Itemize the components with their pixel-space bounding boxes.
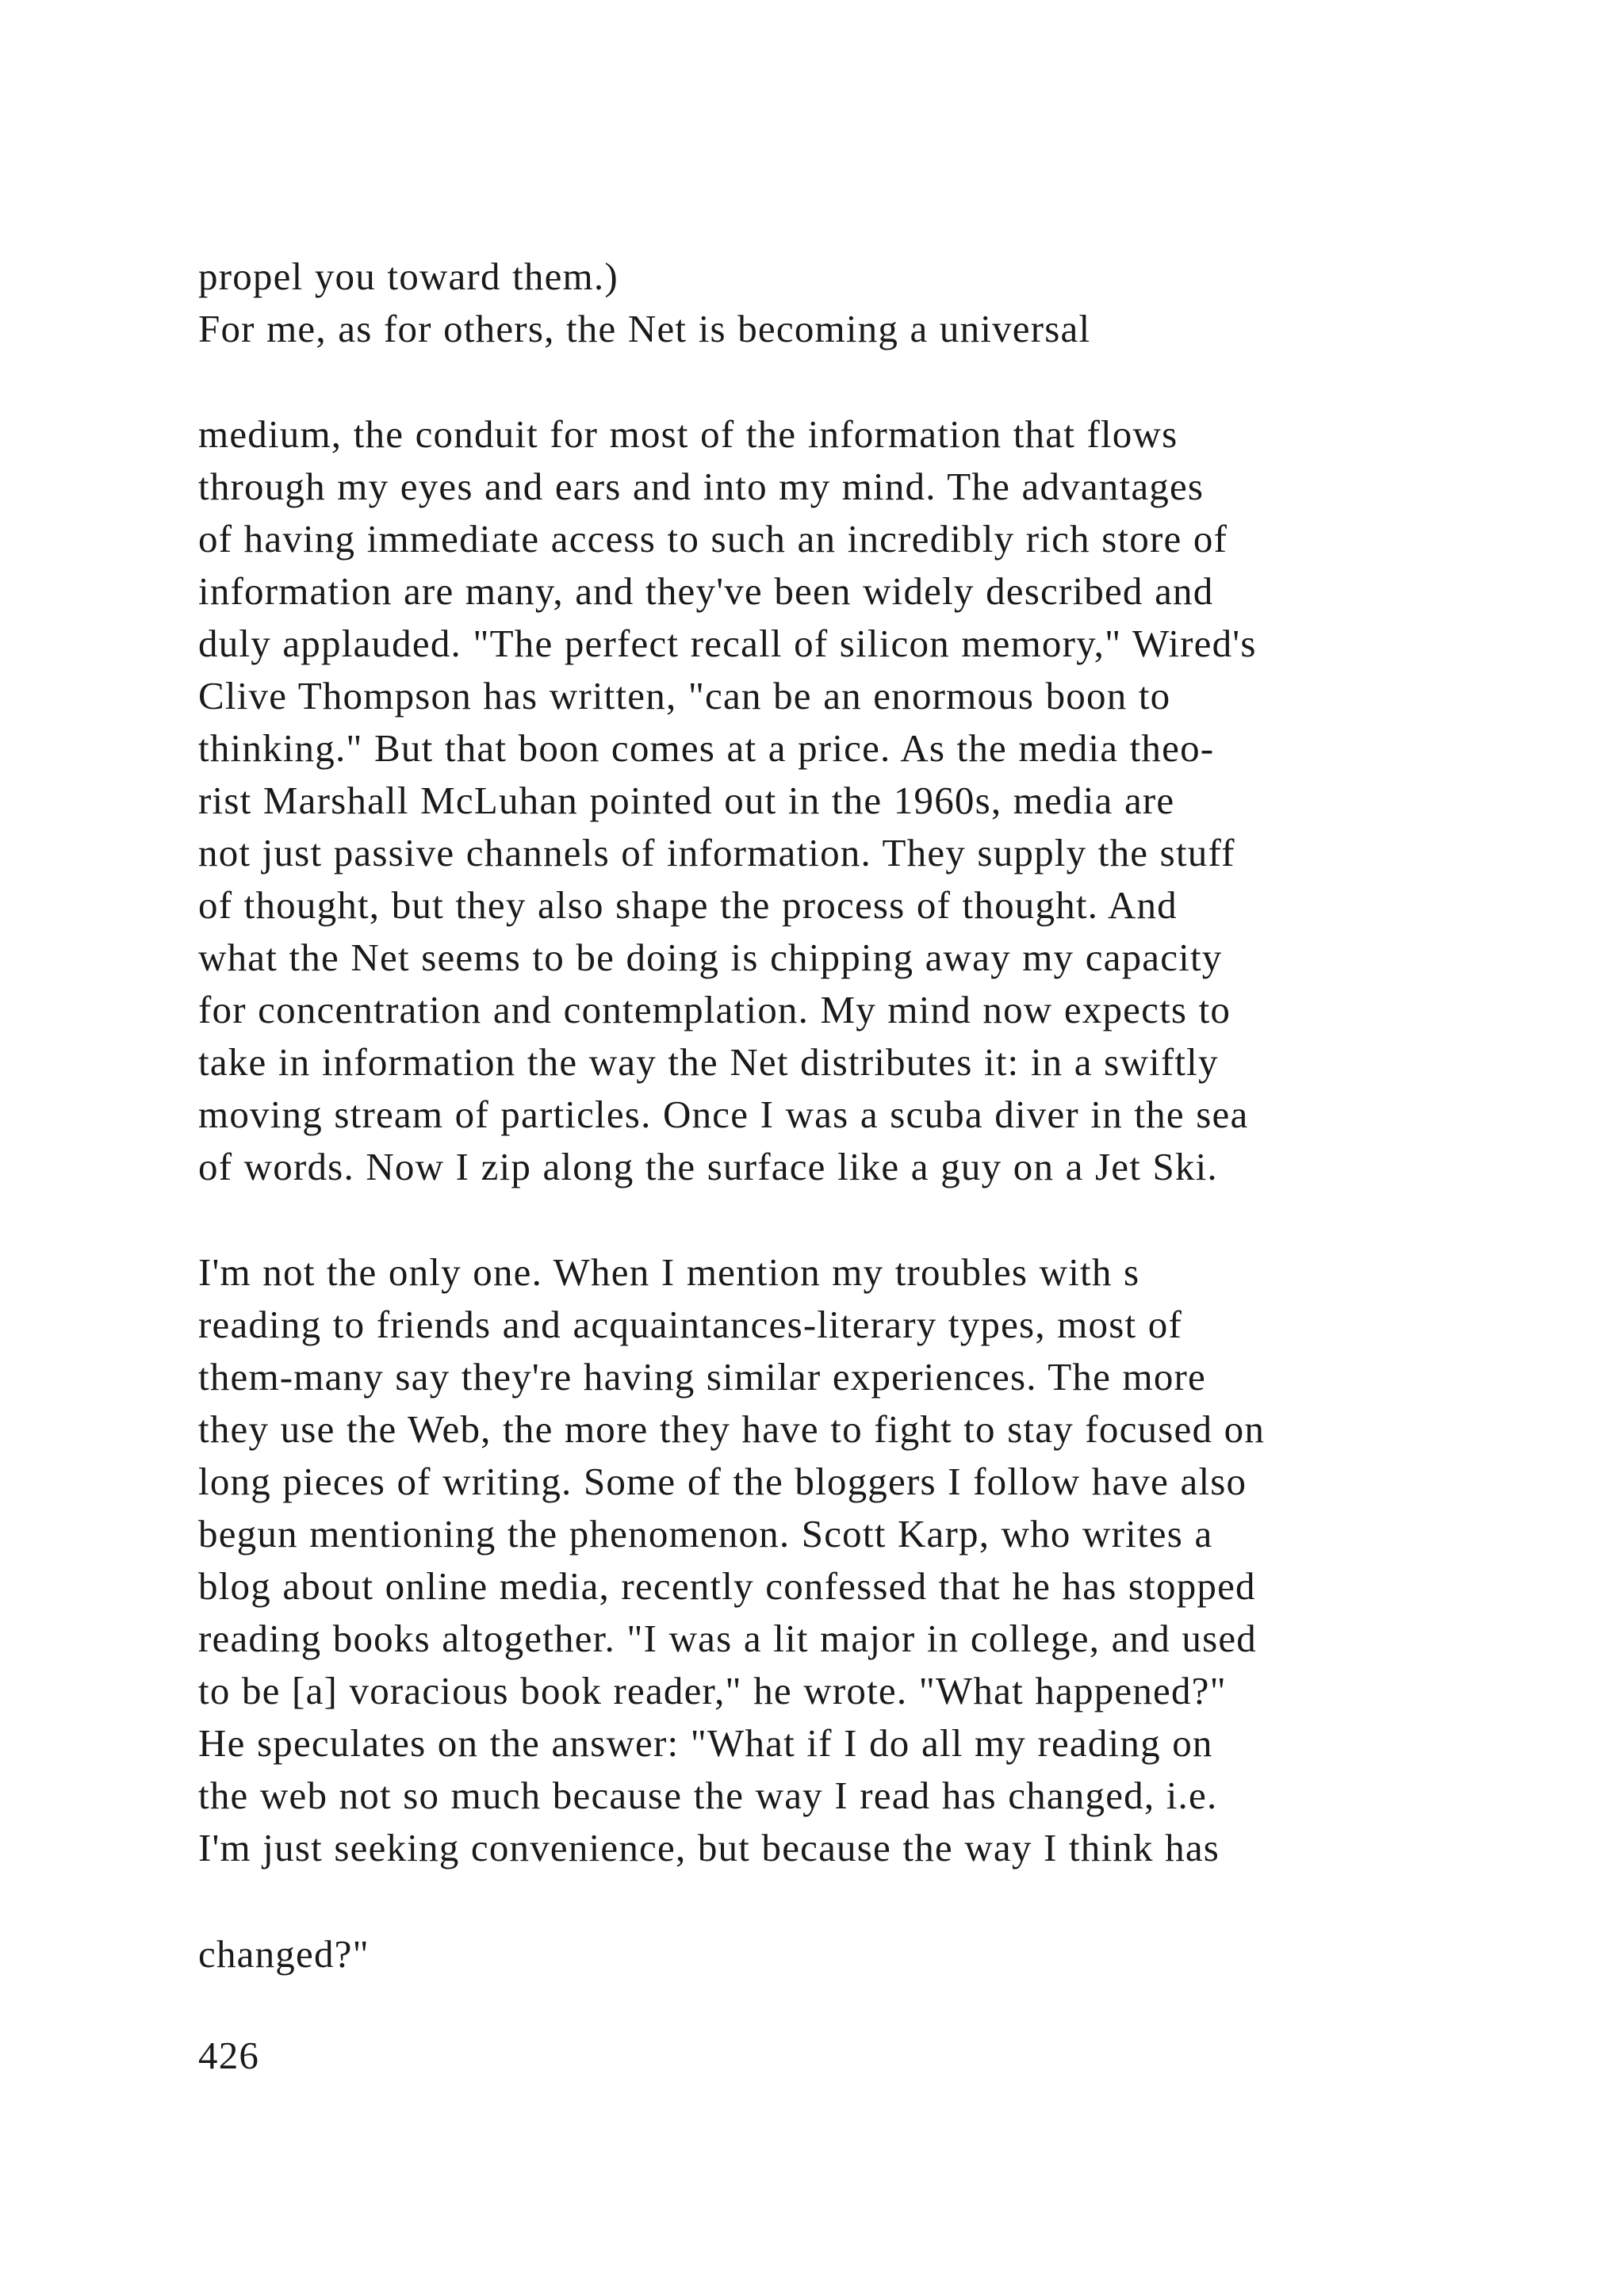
text-line: the web not so much because the way I read has changed, i.e. (198, 1774, 1218, 1817)
text-line: to be [a] voracious book reader," he wrote. "What happened?" (198, 1669, 1227, 1712)
text-line: rist Marshall McLuhan pointed out in the 1960s, media are (198, 779, 1175, 822)
text-line: of words. Now I zip along the surface like a guy on a Jet Ski. (198, 1145, 1218, 1188)
text-line: He speculates on the answer: "What if I do all my reading on (198, 1721, 1213, 1765)
text-line: what the Net seems to be doing is chipping away my capacity (198, 936, 1223, 979)
text-line: medium, the conduit for most of the information that flows (198, 412, 1178, 456)
text-line: of having immediate access to such an incredibly rich store of (198, 517, 1228, 561)
text-line: reading to friends and acquaintances-literary types, most of (198, 1303, 1182, 1346)
text-line: thinking." But that boon comes at a price. As the media theo- (198, 726, 1215, 770)
text-line: Clive Thompson has written, "can be an enormous boon to (198, 674, 1171, 718)
text-line: For me, as for others, the Net is becoming a universal (198, 307, 1091, 350)
text-line: information are many, and they've been widely described and (198, 569, 1214, 613)
text-line: changed?" (198, 1932, 370, 1976)
text-line: long pieces of writing. Some of the bloggers I follow have also (198, 1460, 1247, 1503)
text-line: not just passive channels of information. They supply the stuff (198, 831, 1235, 874)
page-number: 426 (198, 2034, 260, 2077)
text-line: through my eyes and ears and into my mind. The advantages (198, 465, 1205, 508)
text-line: them-many say they're having similar experiences. The more (198, 1355, 1206, 1399)
text-line: moving stream of particles. Once I was a scuba diver in the sea (198, 1093, 1249, 1136)
text-line: I'm not the only one. When I mention my troubles with s (198, 1250, 1140, 1294)
text-line: propel you toward them.) (198, 254, 619, 298)
text-line: duly applauded. "The perfect recall of silicon memory," Wired's (198, 622, 1257, 665)
text-line: take in information the way the Net distributes it: in a swiftly (198, 1040, 1219, 1084)
text-line: begun mentioning the phenomenon. Scott Karp, who writes a (198, 1512, 1213, 1556)
text-line: of thought, but they also shape the process of thought. And (198, 883, 1178, 927)
text-line: I'm just seeking convenience, but because the way I think has (198, 1826, 1220, 1869)
text-line: reading books altogether. "I was a lit major in college, and used (198, 1617, 1258, 1660)
text-line: for concentration and contemplation. My mind now expects to (198, 988, 1231, 1031)
text-line: they use the Web, the more they have to fight to stay focused on (198, 1407, 1266, 1451)
text-line: blog about online media, recently confessed that he has stopped (198, 1564, 1256, 1608)
